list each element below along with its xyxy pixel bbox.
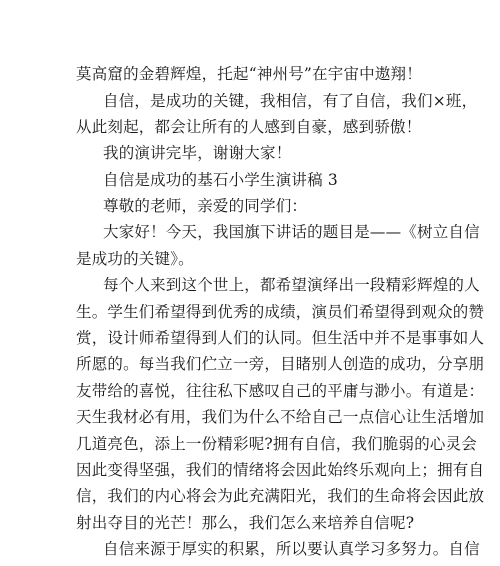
text-line: 友带给的喜悦，往往私下感叹自己的平庸与渺小。有道是： <box>76 382 485 400</box>
text-line: 大家好！今天，我国旗下讲话的题目是——《树立自信 <box>103 223 480 241</box>
text-line: 信，我们的内心将会为此充满阳光，我们的生命将会因此放 <box>76 487 485 505</box>
text-line: 生。学生们希望得到优秀的成绩，演员们希望得到观众的赞 <box>76 303 485 321</box>
text-line: 因此变得坚强，我们的情绪将会因此始终乐观向上；拥有自 <box>76 461 485 479</box>
text-line: 天生我材必有用，我们为什么不给自己一点信心让生活增加 <box>76 408 485 426</box>
text-line: 所愿的。每当我们伫立一旁，目睹别人创造的成功，分享朋 <box>76 355 485 373</box>
text-line: 几道亮色，添上一份精彩呢?拥有自信，我们脆弱的心灵会 <box>76 435 478 453</box>
text-line: 莫高窟的金碧辉煌，托起“神州号”在宇宙中遨翔！ <box>76 65 422 83</box>
text-line: 我的演讲完毕，谢谢大家！ <box>103 144 292 162</box>
text-line: 赏，设计师希望得到人们的认同。但生活中并不是事事如人 <box>76 329 485 347</box>
text-line: 射出夺目的光芒！那么，我们怎么来培养自信呢? <box>76 514 415 532</box>
text-line: 自信，是成功的关键，我相信，有了自信，我们×班， <box>103 92 478 110</box>
text-line: 是成功的关键》。 <box>76 250 194 268</box>
text-line: 每个人来到这个世上，都希望演绎出一段精彩辉煌的人 <box>103 276 480 294</box>
text-line: 自信是成功的基石小学生演讲稿 3 <box>103 171 338 189</box>
text-line: 从此刻起，都会让所有的人感到自豪，感到骄傲！ <box>76 118 422 136</box>
text-line: 尊敬的老师，亲爱的同学们： <box>103 197 308 215</box>
text-line: 自信来源于厚实的积累，所以要认真学习多努力。自信 <box>103 540 480 558</box>
